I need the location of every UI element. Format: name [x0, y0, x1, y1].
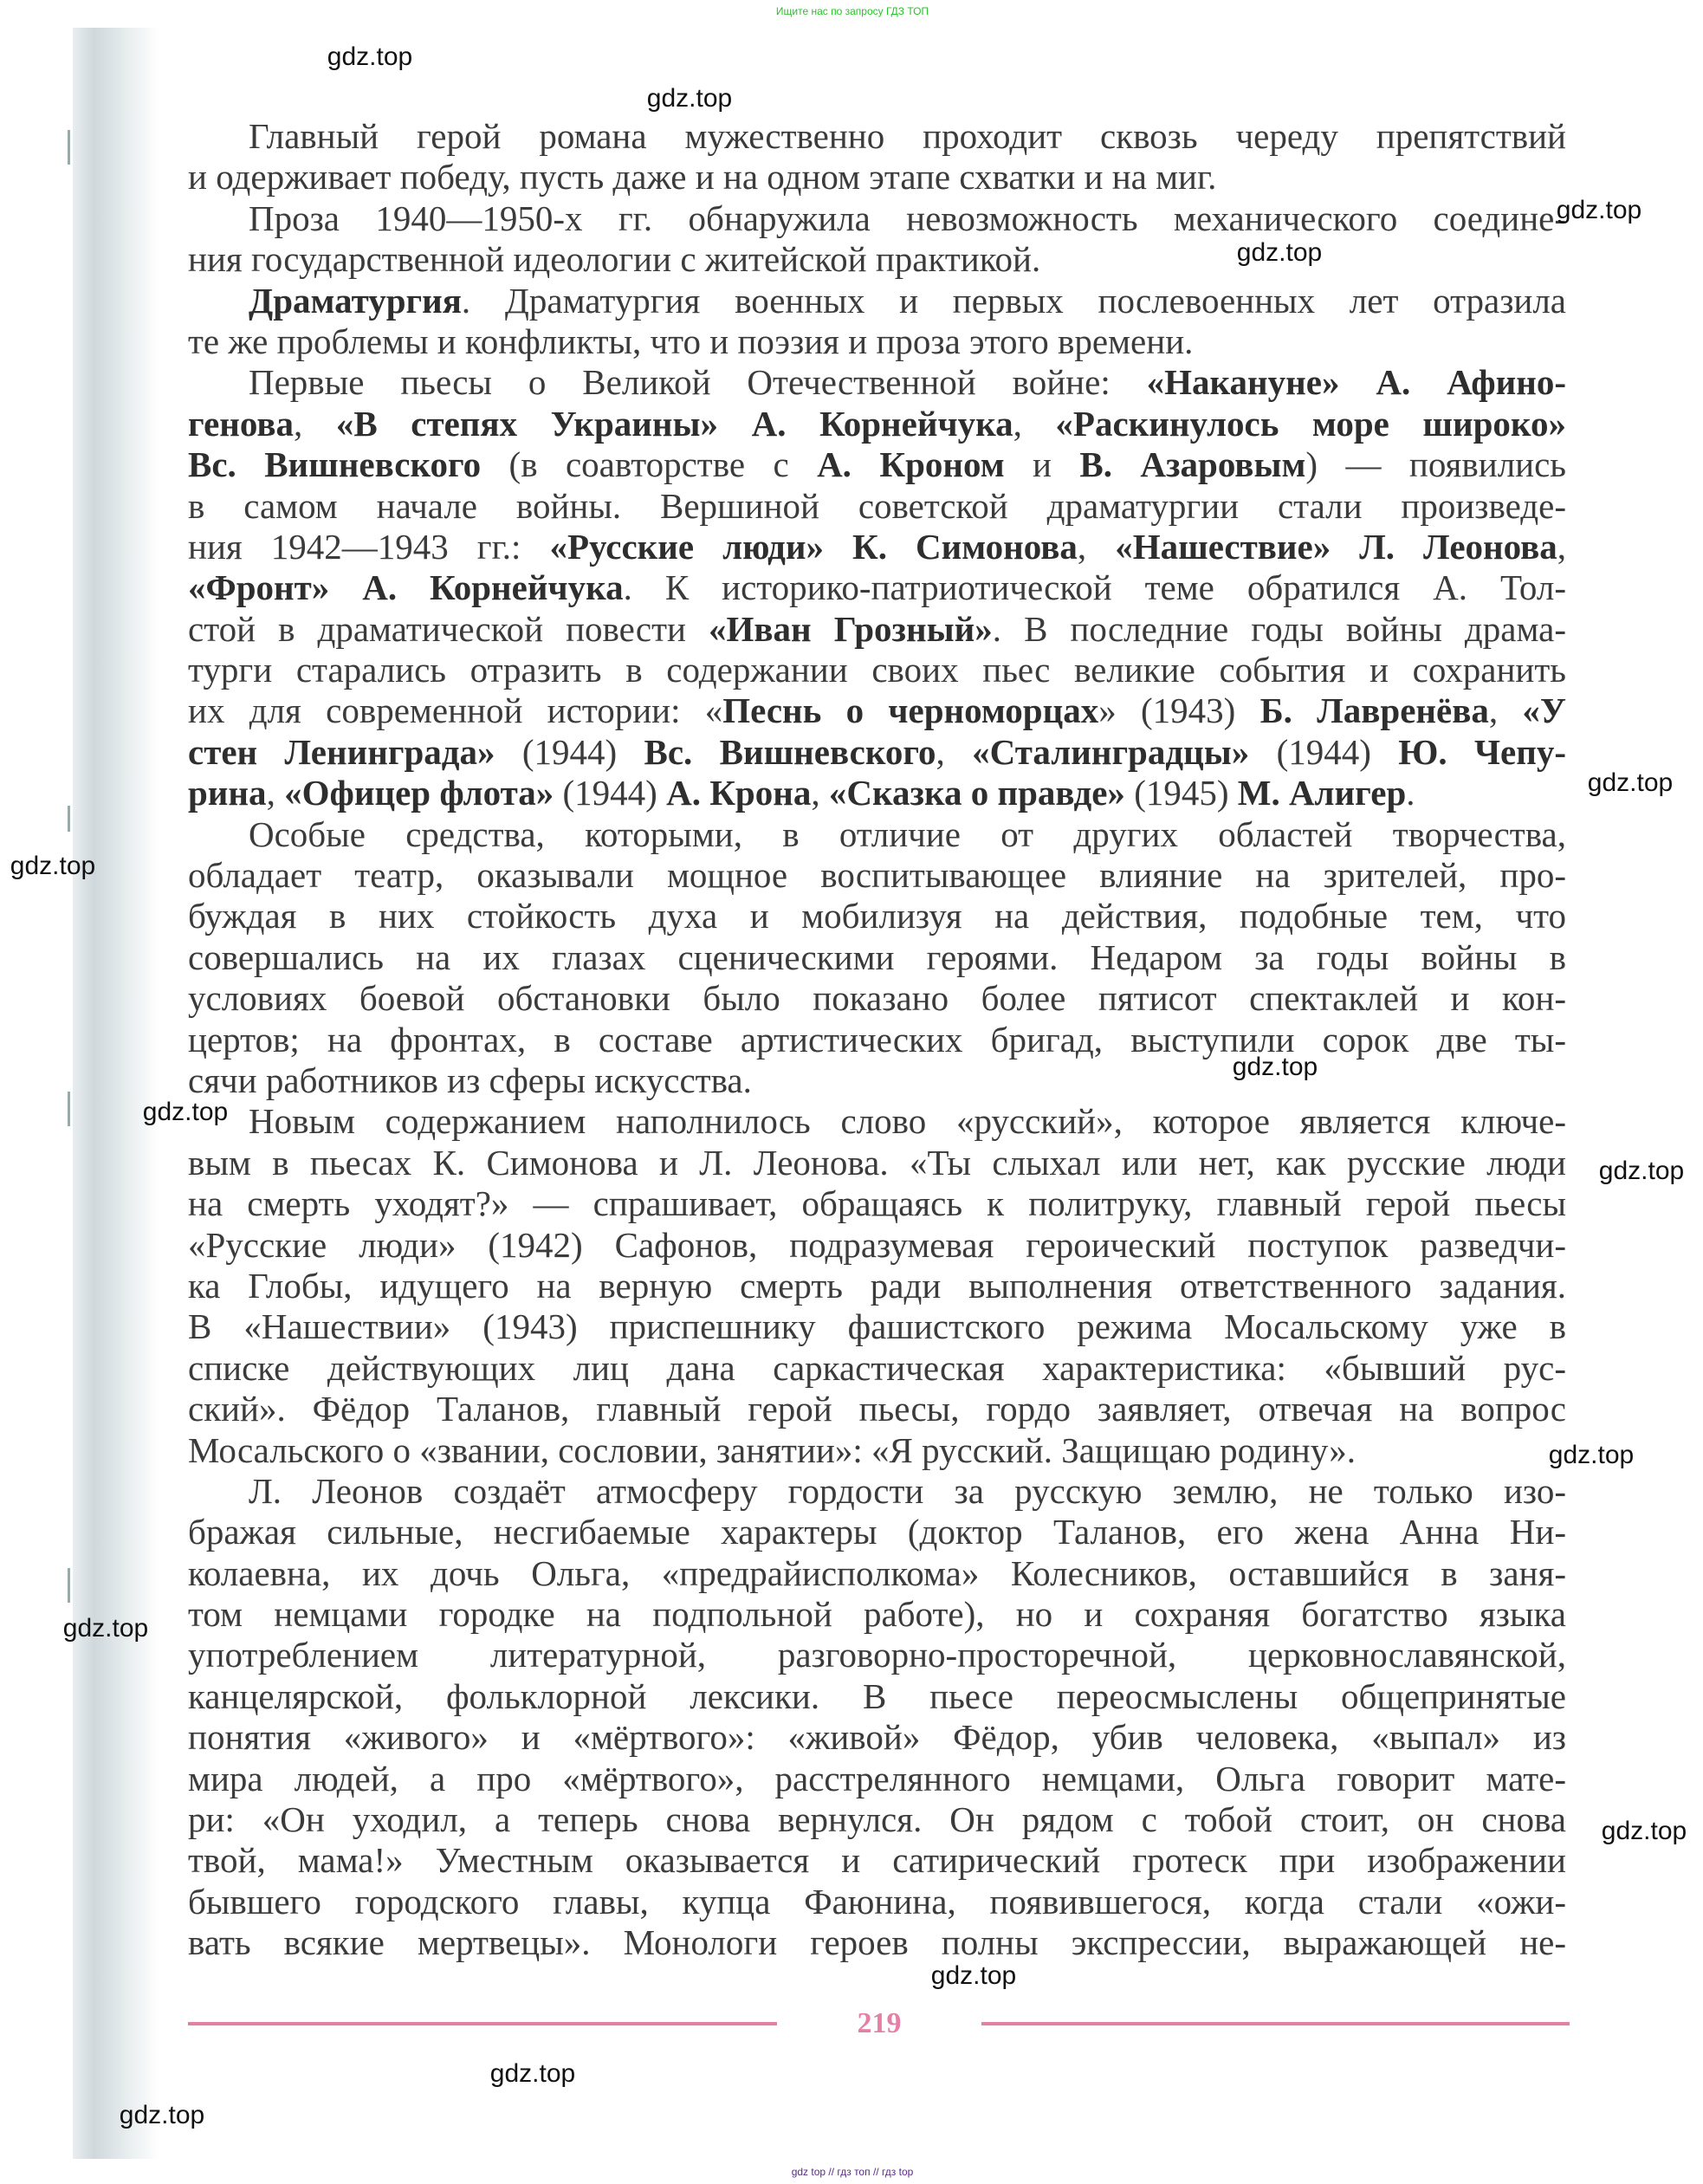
bold-text: генова [188, 403, 295, 444]
watermark: gdz.top [10, 852, 96, 880]
text-segment: Проза 1940—1950-х гг. обнаружила невозможность механического соедине- [249, 198, 1566, 238]
text-line [188, 1183, 1566, 1224]
bold-text: Песнь о черноморцах [722, 690, 1099, 731]
watermark: gdz.top [142, 1098, 229, 1126]
bold-text: «Фронт» А. Корнейчука [188, 567, 624, 608]
text-segment: , [1077, 526, 1116, 567]
text-line [188, 978, 1566, 1019]
bold-text: рина [188, 773, 267, 813]
text-segment: турги старались отразить в содержании своих пьес великие события и сохранить [188, 650, 1566, 690]
text-line [188, 1225, 1566, 1266]
text-line [188, 527, 1566, 567]
text-segment: стой в драматической повести [188, 608, 709, 649]
text-segment: сячи работников из сферы искусства. [188, 1060, 752, 1100]
text-line [188, 1389, 1566, 1429]
scan-mark [68, 1568, 70, 1603]
text-line [188, 896, 1566, 936]
text-segment: (1944) [495, 731, 644, 772]
bold-text: «Сталинградцы» [972, 731, 1250, 772]
text-segment: . В последние годы войны драма- [992, 608, 1566, 649]
text-segment: ский». Фёдор Таланов, главный герой пьесы, гордо заявляет, отвечая на вопрос [188, 1389, 1566, 1429]
text-segment: бывшего городского главы, купца Фаюнина, появившегося, когда стали «ожи- [188, 1881, 1566, 1922]
text-line [188, 609, 1566, 650]
text-line [188, 937, 1566, 978]
text-line [188, 732, 1566, 773]
text-line [188, 567, 1566, 608]
text-line [188, 1101, 1566, 1142]
text-segment: , [266, 773, 285, 813]
watermark: gdz.top [930, 1961, 1017, 1990]
text-segment: , [811, 773, 829, 813]
text-segment: те же проблемы и конфликты, что и поэзия и проза этого времени. [188, 321, 1194, 361]
text-segment: понятия «живого» и «мёртвого»: «живой» Фёдор, убив человека, «выпал» из [188, 1717, 1566, 1758]
text-segment: Первые пьесы о Великой Отечественной войне: [249, 362, 1147, 403]
bold-text: Драматургия [249, 280, 462, 321]
bold-text: В. Азаровым [1079, 444, 1306, 485]
text-line [188, 1471, 1566, 1512]
bold-text: М. Алигер [1237, 773, 1407, 813]
text-line [188, 404, 1566, 444]
text-segment: и одерживает победу, пусть даже и на одном этапе схватки и на миг. [188, 157, 1217, 198]
text-segment: Мосальского о «звании, сословии, занятии»: «Я русский. Защищаю родину». [188, 1429, 1356, 1470]
text-segment: . К историко-патриотической теме обратился А. Тол- [623, 567, 1566, 608]
text-line [188, 198, 1566, 239]
text-line [188, 1922, 1566, 1963]
text-line [188, 1348, 1566, 1389]
watermark: gdz.top [1548, 1441, 1635, 1469]
text-line [188, 814, 1566, 855]
text-segment: Л. Леонов создаёт атмосферу гордости за русскую землю, не только изо- [249, 1470, 1566, 1511]
text-segment: , [1013, 403, 1056, 444]
text-line [188, 855, 1566, 896]
watermark: gdz.top [327, 42, 413, 71]
text-segment: буждая в них стойкость духа и мобилизуя на действия, подобные тем, что [188, 896, 1566, 936]
text-segment: условиях боевой обстановки было показано более пятисот спектаклей и кон- [188, 978, 1566, 1019]
text-segment: , [1557, 526, 1566, 567]
text-line [188, 1635, 1566, 1675]
header-search-note: Ищите нас по запросу ГДЗ ТОП [775, 5, 929, 17]
text-segment: употреблением литературной, разговорно-просторечной, церковнославянской, [188, 1635, 1566, 1675]
text-segment: ри: «Он уходил, а теперь снова вернулся. Он рядом с тобой стоит, он снова [188, 1799, 1566, 1840]
text-segment: Новым содержанием наполнилось слово «русский», которое является ключе- [249, 1101, 1566, 1142]
text-line [188, 1143, 1566, 1183]
text-line [188, 1020, 1566, 1060]
bold-text: Вс. Вишневского [644, 731, 936, 772]
bold-text: «В степях Украины» А. Корнейчука [335, 403, 1013, 444]
watermark: gdz.top [1232, 1053, 1318, 1081]
bold-text: Б. Лавренёва [1259, 690, 1489, 731]
text-segment: вым в пьесах К. Симонова и Л. Леонова. «Ты слыхал или нет, как русские люди [188, 1142, 1566, 1183]
text-segment: в самом начале войны. Вершиной советской драматургии стали произведе- [188, 485, 1566, 526]
bold-text: Ю. Чепу- [1398, 731, 1566, 772]
text-line [188, 1594, 1566, 1635]
text-line [188, 1840, 1566, 1881]
text-segment: (в соавторстве с [481, 444, 818, 485]
text-line [188, 444, 1566, 485]
bold-text: «Офицер флота» [284, 773, 554, 813]
text-segment: на смерть уходят?» — спрашивает, обращаясь к политруку, главный герой пьесы [188, 1183, 1566, 1224]
text-line [188, 650, 1566, 690]
text-segment: ка Глобы, идущего на верную смерть ради выполнения ответственного задания. [188, 1265, 1566, 1306]
text-segment: том немцами городке на подпольной работе), но и сохраняя богатство языка [188, 1594, 1566, 1635]
text-segment: и [1004, 444, 1080, 485]
text-segment: «Русские люди» (1942) Сафонов, подразумевая героический поступок разведчи- [188, 1224, 1566, 1265]
scan-mark [68, 130, 70, 165]
text-line [188, 1306, 1566, 1347]
text-line [188, 1676, 1566, 1717]
text-line [188, 321, 1566, 362]
watermark: gdz.top [646, 84, 733, 113]
text-segment: ния государственной идеологии с житейской практикой. [188, 239, 1041, 280]
watermark: gdz.top [1236, 238, 1323, 267]
text-segment: мира людей, а про «мёртвого», расстрелянного немцами, Ольга говорит мате- [188, 1758, 1566, 1798]
text-segment: твой, мама!» Уместным оказывается и сатирический гротеск при изображении [188, 1840, 1566, 1881]
text-segment: , [1488, 690, 1523, 731]
bold-text: «Русские люди» К. Симонова [549, 526, 1078, 567]
text-segment: , [936, 731, 973, 772]
text-segment: колаевна, их дочь Ольга, «предрайисполкома» Колесников, оставшийся в заня- [188, 1552, 1566, 1593]
text-line [188, 1266, 1566, 1306]
watermark: gdz.top [1587, 768, 1674, 797]
text-segment: бражая сильные, несгибаемые характеры (доктор Таланов, его жена Анна Ни- [188, 1512, 1566, 1552]
text-line [188, 1430, 1566, 1471]
text-segment: ния 1942—1943 гг.: [188, 526, 550, 567]
page-body-text [188, 116, 1566, 1964]
text-segment: списке действующих лиц дана саркастическая характеристика: «бывший рус- [188, 1347, 1566, 1388]
footer-site-note: gdz top // гдз топ // гдз top [791, 2166, 914, 2178]
text-segment: » (1943) [1098, 690, 1260, 731]
text-line [188, 1553, 1566, 1594]
text-segment: В «Нашествии» (1943) приспешнику фашистского режима Мосальскому уже в [188, 1306, 1566, 1347]
text-segment: обладает театр, оказывали мощное воспитывающее влияние на зрителей, про- [188, 855, 1566, 896]
text-segment: Особые средства, которыми, в отличие от других областей творчества, [249, 813, 1566, 854]
text-line [188, 157, 1566, 198]
text-segment: (1944) [1249, 731, 1399, 772]
bold-text: А. Кроном [817, 444, 1005, 485]
text-segment: их для современной истории: « [188, 690, 723, 731]
page-number: 219 [857, 2007, 902, 2039]
watermark: gdz.top [1601, 1817, 1687, 1845]
bold-text: «Сказка о правде» [828, 773, 1125, 813]
text-segment: совершались на их глазах сценическими героями. Недаром за годы войны в [188, 936, 1566, 977]
bold-text: «Накануне» А. Афино- [1146, 362, 1566, 403]
bold-text: «У [1522, 690, 1566, 731]
text-line [188, 773, 1566, 813]
text-line [188, 1717, 1566, 1758]
text-line [188, 1799, 1566, 1840]
text-segment: . [1406, 773, 1415, 813]
bold-text: Вс. Вишневского [188, 444, 482, 485]
watermark: gdz.top [119, 2101, 205, 2129]
watermark: gdz.top [489, 2059, 576, 2088]
text-line [188, 281, 1566, 321]
text-line [188, 1882, 1566, 1922]
text-segment: канцелярской, фольклорной лексики. В пьесе переосмыслены общепринятые [188, 1675, 1566, 1716]
text-line [188, 1512, 1566, 1552]
bold-text: А. Крона [666, 773, 812, 813]
text-line [188, 239, 1566, 280]
text-line [188, 1060, 1566, 1101]
text-line [188, 116, 1566, 157]
scan-mark [68, 806, 70, 832]
text-segment: ) — появились [1305, 444, 1566, 485]
bold-text: стен Ленинграда» [188, 731, 495, 772]
text-segment: Главный герой романа мужественно проходит сквозь череду препятствий [249, 116, 1566, 156]
text-segment: (1945) [1124, 773, 1238, 813]
scan-mark [68, 1092, 70, 1126]
text-segment: вать всякие мертвецы». Монологи героев полны экспрессии, выражающей не- [188, 1922, 1566, 1963]
text-line [188, 486, 1566, 527]
footer-rule-left [188, 2022, 777, 2025]
footer-rule-right [981, 2022, 1570, 2025]
text-segment: , [294, 403, 336, 444]
bold-text: «Нашествие» Л. Леонова [1115, 526, 1557, 567]
watermark: gdz.top [1556, 196, 1642, 224]
bold-text: «Иван Грозный» [709, 608, 993, 649]
text-line [188, 362, 1566, 403]
text-line [188, 1759, 1566, 1799]
watermark: gdz.top [1598, 1157, 1685, 1185]
book-spine-shadow [73, 28, 159, 2159]
text-line [188, 690, 1566, 731]
text-segment: цертов; на фронтах, в составе артистических бригад, выступили сорок две ты- [188, 1019, 1566, 1060]
text-segment: . Драматургия военных и первых послевоенных лет отразила [461, 280, 1566, 321]
watermark: gdz.top [62, 1614, 149, 1643]
bold-text: «Раскинулось море широко» [1055, 403, 1566, 444]
text-segment: (1944) [554, 773, 667, 813]
